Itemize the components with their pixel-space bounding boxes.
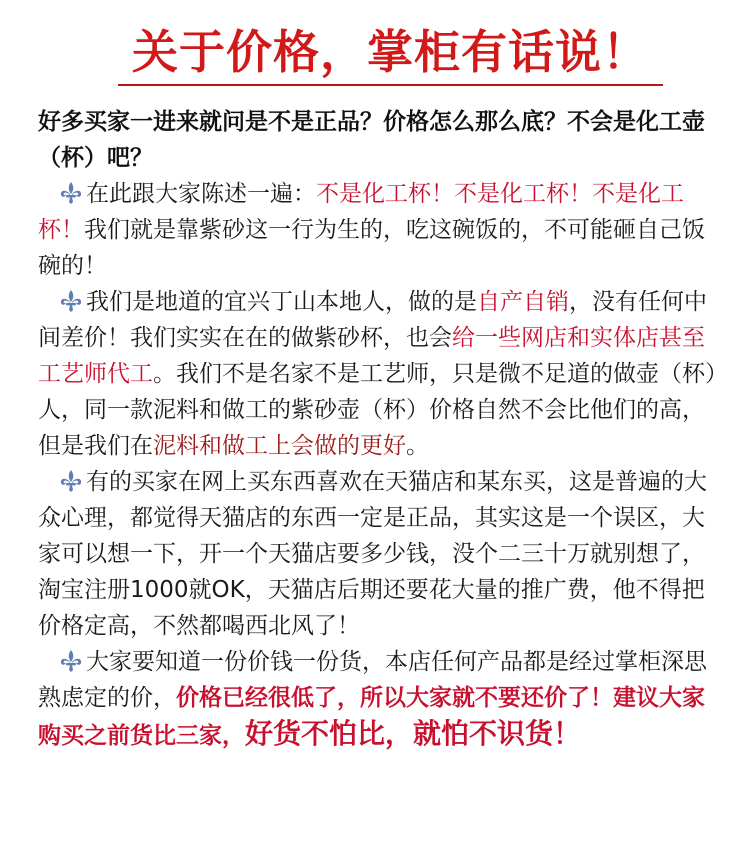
paragraph-4 xyxy=(38,464,718,644)
paragraph-1 xyxy=(38,104,718,176)
text-run: ，没有任何中间差价！我们实实在在的做紫砂杯，也会 xyxy=(38,289,707,351)
highlight-text: 不是化工杯！不是化工杯！不是化工杯！ xyxy=(38,181,684,243)
fleur-de-lis-icon xyxy=(58,469,84,493)
highlight-text: 好货不怕比，就怕不识货！ xyxy=(245,717,582,750)
highlight-text: 自产自销 xyxy=(477,289,569,315)
paragraph-5 xyxy=(38,644,718,754)
text-run: 有的买家在网上买东西喜欢在天猫店和某东买，这是普遍的大众心理，都觉得天猫店的东西一定是正品，其实这是一个误区，大家可以想一下，开一个天猫店要多少钱，没个二三十万就别想了，淘宝注册1000就OK，天猫店后期还要花大量的推广费，他不得把价格定高，不然都喝西北风了！ xyxy=(38,469,707,639)
text-run: 我们是地道的宜兴丁山本地人，做的是 xyxy=(86,289,477,315)
highlight-text: 价格已经很低了，所以大家就不要还价了！建议大家购买之前货比三家， xyxy=(38,685,705,749)
text-run: 大家要知道一份价钱一份货，本店任何产品都是经过掌柜深思熟虑定的价， xyxy=(38,649,707,711)
text-run: 好多买家一进来就问是不是正品？价格怎么那么底？不会是化工壶（杯）吧？ xyxy=(38,109,705,171)
text-run: 。我们不是名家不是工艺师，只是微不足道的做壶（杯）人，同一款泥料和做工的紫砂壶（杯）价格自然不会比他们的高，但是我们在 xyxy=(38,361,717,459)
highlight-text: 泥料和做工上会做的更好 xyxy=(153,433,406,459)
fleur-de-lis-icon xyxy=(58,181,84,205)
fleur-de-lis-icon xyxy=(58,649,84,673)
paragraph-3 xyxy=(38,284,718,464)
text-run: 我们就是靠紫砂这一行为生的，吃这碗饭的，不可能砸自己饭碗的！ xyxy=(38,217,705,279)
page-title: 关于价格，掌柜有话说！ xyxy=(132,25,649,79)
text-run: 在此跟大家陈述一遍： xyxy=(86,181,316,207)
highlight-text: 给一些网店和实体店甚至工艺师代工 xyxy=(38,325,705,387)
title-underline xyxy=(118,84,663,86)
fleur-de-lis-icon xyxy=(58,289,84,313)
title-block xyxy=(118,24,663,86)
text-run: 。 xyxy=(406,433,429,459)
notice-body xyxy=(38,104,718,754)
paragraph-2 xyxy=(38,176,718,284)
